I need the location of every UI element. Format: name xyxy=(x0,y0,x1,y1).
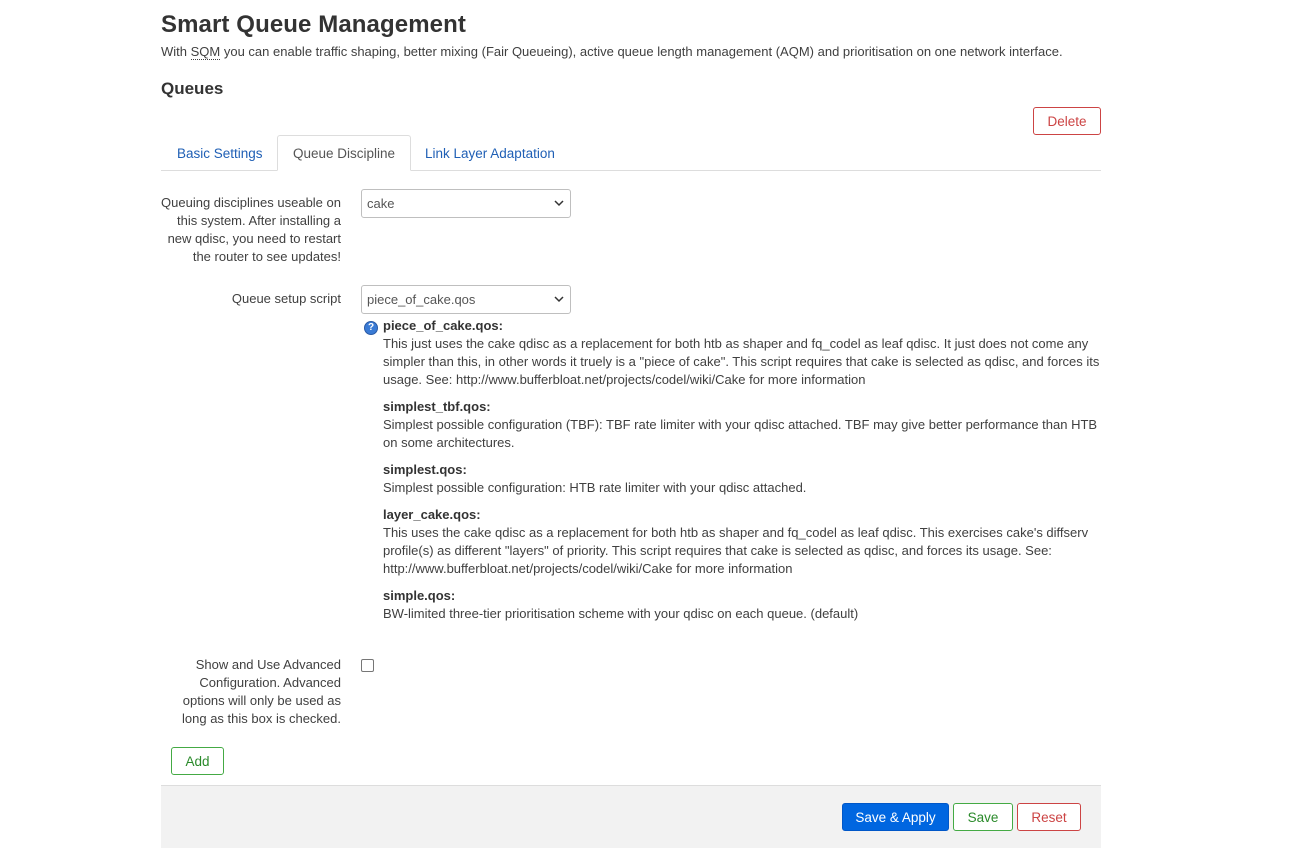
script-description xyxy=(383,317,1103,389)
script-text-line: http://www.bufferbloat.net/projects/codel/wiki/Cake for more information xyxy=(383,561,793,576)
script-text-line: simpler than this, in other words it truely is a "piece of cake". This script requires that cake is selected as qdisc, and forces its xyxy=(383,354,1100,369)
tab-queue-discipline[interactable]: Queue Discipline xyxy=(277,135,411,171)
advanced-label-line: long as this box is checked. xyxy=(182,711,341,726)
script-text-line: BW-limited three-tier prioritisation scheme with your qdisc on each queue. (default) xyxy=(383,606,859,621)
script-name: simplest.qos: xyxy=(383,462,467,477)
script-description xyxy=(383,398,1103,452)
chevron-down-icon xyxy=(554,294,564,304)
script-text-line: This just uses the cake qdisc as a replacement for both htb as shaper and fq_codel as leaf qdisc. It just does not come any xyxy=(383,336,1089,351)
script-name: simplest_tbf.qos: xyxy=(383,399,491,414)
page-description-suffix: you can enable traffic shaping, better mixing (Fair Queueing), active queue length management (AQM) and prioritisation on one network interface. xyxy=(220,44,1063,59)
reset-button[interactable]: Reset xyxy=(1017,803,1081,831)
sqm-abbreviation: SQM xyxy=(190,44,221,59)
script-text-line: Simplest possible configuration (TBF): TBF rate limiter with your qdisc attached. TBF may give better performance than HTB xyxy=(383,417,1098,432)
script-select[interactable] xyxy=(361,285,571,314)
script-text-line: Simplest possible configuration: HTB rate limiter with your qdisc attached. xyxy=(383,480,807,495)
qdisc-label-line: Queuing disciplines useable on xyxy=(161,195,341,210)
tab-bar xyxy=(161,135,1101,171)
page-description-prefix: With xyxy=(161,44,191,59)
script-text-line: usage. See: http://www.bufferbloat.net/projects/codel/wiki/Cake for more information xyxy=(383,372,866,387)
save-apply-button[interactable]: Save & Apply xyxy=(842,803,949,831)
script-description xyxy=(383,587,1103,623)
script-text-line: profile(s) as different "layers" of priority. This script requires that cake is selected as qdisc, and forces its usage. See: xyxy=(383,543,1052,558)
advanced-label-line: Configuration. Advanced xyxy=(199,675,341,690)
script-description xyxy=(383,461,1103,497)
qdisc-select[interactable] xyxy=(361,189,571,218)
script-text-line: This uses the cake qdisc as a replacement for both htb as shaper and fq_codel as leaf qdisc. This exercises cake's diffserv xyxy=(383,525,1089,540)
page-description xyxy=(161,44,1063,59)
script-name: layer_cake.qos: xyxy=(383,507,481,522)
tab-basic-settings[interactable]: Basic Settings xyxy=(177,145,263,161)
advanced-label xyxy=(161,656,341,728)
tab-link-layer-adaptation[interactable]: Link Layer Adaptation xyxy=(425,145,555,161)
question-circle-icon: ? xyxy=(364,321,378,335)
qdisc-label-line: the router to see updates! xyxy=(192,249,341,264)
advanced-label-line: options will only be used as xyxy=(182,693,341,708)
qdisc-label-line: new qdisc, you need to restart xyxy=(167,231,341,246)
script-text-line: on some architectures. xyxy=(383,435,515,450)
script-label: Queue setup script xyxy=(231,291,341,306)
script-description xyxy=(383,506,1103,578)
chevron-down-icon xyxy=(554,198,564,208)
save-button[interactable]: Save xyxy=(953,803,1013,831)
advanced-checkbox[interactable] xyxy=(361,659,374,672)
qdisc-select-value: cake xyxy=(367,196,395,211)
qdisc-label-line: this system. After installing a xyxy=(176,213,341,228)
script-name: simple.qos: xyxy=(383,588,456,603)
qdisc-label xyxy=(161,194,341,266)
page-title: Smart Queue Management xyxy=(161,11,466,38)
script-name: piece_of_cake.qos: xyxy=(383,318,503,333)
script-select-value: piece_of_cake.qos xyxy=(367,292,476,307)
section-title: Queues xyxy=(161,79,224,98)
add-button[interactable]: Add xyxy=(171,747,224,775)
delete-button[interactable]: Delete xyxy=(1033,107,1101,135)
advanced-label-line: Show and Use Advanced xyxy=(195,657,341,672)
